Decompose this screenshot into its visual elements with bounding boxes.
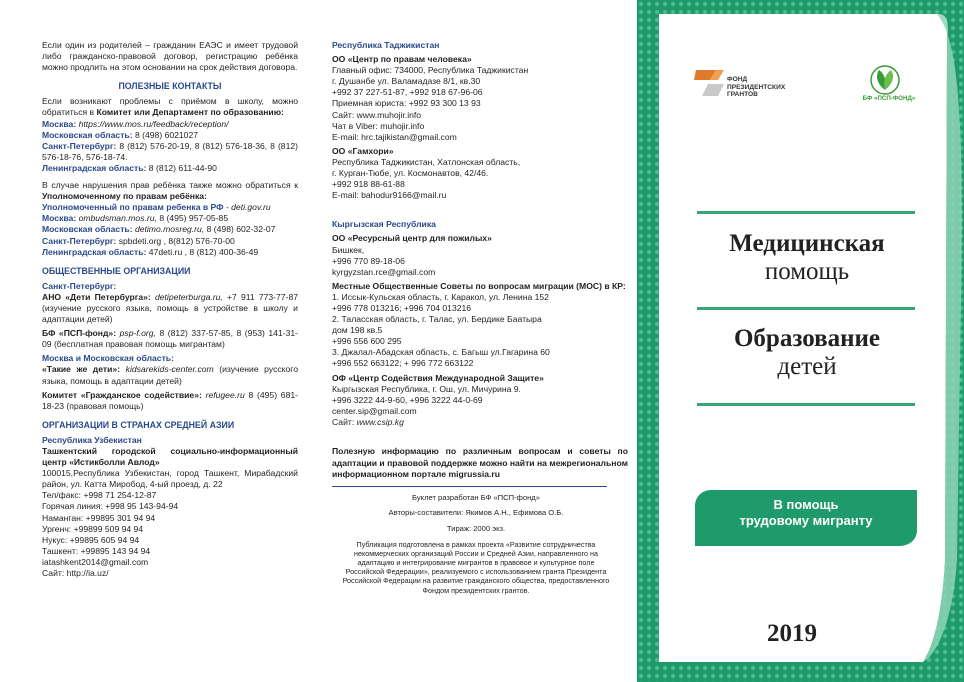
- middle-column: [332, 40, 628, 595]
- list-item: iatashkent2014@gmail.com: [42, 556, 149, 567]
- list-item: 1. Иссык-Кульская область, г. Каракол, ул. Ленина 152: [332, 291, 549, 302]
- list-item: 100015,Республика Узбекистан, город Ташкент, Мирабадский район, ул. Катта Миробод, 4-ый проезд, д. 22: [42, 468, 298, 490]
- credits: [332, 493, 612, 595]
- list-item: Республика Таджикистан, Хатлонская область,: [332, 156, 521, 167]
- list-item: +996 770 89-18-06: [332, 255, 405, 266]
- cover-year: 2019: [767, 620, 817, 647]
- public-orgs-heading: ОБЩЕСТВЕННЫЕ ОРГАНИЗАЦИИ: [42, 265, 191, 276]
- psp-logo-icon: [855, 62, 915, 112]
- tj-subheading: Республика Таджикистан: [332, 40, 440, 50]
- fpg-logo-text: ФОНД ПРЕЗИДЕНТСКИХ ГРАНТОВ: [727, 76, 786, 99]
- kg-subheading: Кыргызская Республика: [332, 219, 436, 230]
- list-item: Бишкек,: [332, 244, 365, 255]
- credits-publication: Публикация подготовлена в рамках проекта «Развитие сотрудничества некоммерческих организаций России и Средней Азии, направленного на адаптацию и интегрирование мигрантов в правовое и культурное поле Российской Федерации», реализуемого с использованием гранта Президента Российской Федерации на развитие гражданского общества, предоставленного Фондом президентских грантов.: [342, 539, 610, 595]
- list-item: Чат в Viber: muhojir.info: [332, 120, 425, 131]
- left-column: [42, 40, 298, 579]
- list-item: E-mail: bahodur9166@mail.ru: [332, 190, 447, 201]
- child-rights-paragraph: В случае нарушения прав ребёнка также можно обратиться к Уполномоченному по правам ребёнка:: [42, 180, 298, 202]
- list-item: г. Курган-Тюбе, ул. Космонавтов, 42/46.: [332, 168, 489, 179]
- cover-panel: [637, 0, 964, 682]
- list-item: дом 198 кв.5: [332, 325, 383, 336]
- list-item: 3. Джалал-Абадская область, с. Багыш ул.Гагарина 60: [332, 347, 550, 358]
- banner-text: В помощь трудовому мигранту: [739, 497, 873, 528]
- list-item: г. Душанбе ул. Валамадазе 8/1, кв.30: [332, 76, 481, 87]
- ombudsman-mo: Московская область: detimo.mosreg.ru, 8 (498) 602-32-07: [42, 224, 276, 235]
- list-item: +992 918 88-61-88: [332, 179, 405, 190]
- kg-mos-title: Местные Общественные Советы по вопросам миграции (МОС) в КР:: [332, 280, 626, 291]
- kg-org2-site: Сайт: www.csip.kg: [332, 416, 404, 427]
- list-item: +996 3222 44-9-60, +996 3222 44-0-69: [332, 394, 483, 405]
- contact-lo: Ленинградская область: 8 (812) 611-44-90: [42, 162, 217, 173]
- list-item: center.sip@gmail.com: [332, 405, 417, 416]
- list-item: Сайт: www.muhojir.info: [332, 109, 422, 120]
- cover-title-education: Образование детей: [733, 325, 881, 380]
- ombudsman-moscow: Москва: ombudsman.mos.ru, 8 (495) 957-05-85: [42, 213, 229, 224]
- cover-divider-top: [697, 211, 915, 214]
- ombudsman-rf: Уполномоченный по правам ребенка в РФ - deti.gov.ru: [42, 202, 271, 213]
- list-item: 2. Таласская область, г. Талас, ул. Бердике Баатыра: [332, 314, 542, 325]
- list-item: +996 778 013216; +996 704 013216: [332, 302, 472, 313]
- uz-subheading: Республика Узбекистан: [42, 434, 142, 445]
- intro-paragraph: Если один из родителей – гражданин ЕАЭС и имеет трудовой либо гражданско-правовой договор, регистрацию ребёнка можно продлить на этом основании на срок действия договора.: [42, 40, 298, 73]
- central-asia-heading: ОРГАНИЗАЦИИ В СТРАНАХ СРЕДНЕЙ АЗИИ: [42, 419, 235, 430]
- ombudsman-lo: Ленинградская область: 47deti.ru , 8 (812) 400-36-49: [42, 246, 259, 257]
- list-item: Сайт: http://ia.uz/: [42, 568, 109, 579]
- cover-title-medical: Медицинская помощь: [729, 230, 885, 285]
- list-item: Ургенч: +99899 509 94 94: [42, 523, 144, 534]
- list-item: Наманган: +99895 301 94 94: [42, 512, 156, 523]
- credits-print-run: Тираж: 2000 экз.: [446, 523, 506, 533]
- list-item: +996 556 600 295: [332, 336, 402, 347]
- list-item: Нукус: +99895 605 94 94: [42, 534, 140, 545]
- ombudsman-spb: Санкт-Петербург: spbdeti.org , 8(812) 576-70-00: [42, 235, 235, 246]
- kg-org1-name: ОО «Ресурсный центр для пожилых»: [332, 233, 492, 244]
- useful-contacts-heading: ПОЛЕЗНЫЕ КОНТАКТЫ: [118, 81, 222, 92]
- spb-subheading: Санкт-Петербург:: [42, 280, 117, 291]
- tj-org2-name: ОО «Гамхори»: [332, 145, 394, 156]
- list-item: Приемная юриста: +992 93 300 13 93: [332, 98, 481, 109]
- credits-developed: Буклет разработан БФ «ПСП-фонд»: [412, 492, 540, 502]
- cover-divider-bottom: [697, 403, 915, 406]
- list-item: Тел/факс: +998 71 254-12-87: [42, 490, 157, 501]
- list-item: Горячая линия: +998 95 143-94-94: [42, 501, 179, 512]
- cover-divider-middle: [697, 307, 915, 310]
- contact-spb: Санкт-Петербург: 8 (812) 576-20-19, 8 (812) 576-18-36, 8 (812) 576-18-76, 576-18-74.: [42, 140, 299, 162]
- list-item: Ташкент: +99895 143 94 94: [42, 545, 151, 556]
- list-item: Кыргызская Республика, г. Ош, ул. Мичурина 9.: [332, 383, 521, 394]
- list-item: E-mail: hrc.tajikistan@gmail.com: [332, 131, 457, 142]
- list-item: Главный офис: 734000, Республика Таджикистан: [332, 65, 529, 76]
- org-civil: Комитет «Гражданское содействие»: refugee.ru 8 (495) 681-18-23 (правовая помощь): [42, 389, 298, 411]
- credits-authors: Авторы-составители: Якимов А.Н., Ефимова О.Б.: [388, 508, 564, 518]
- org-ano-deti: АНО «Дети Петербурга»: detipeterburga.ru, +7 911 773-77-87 (изучение русского языка, помощь в устройстве в школу и адаптации детей): [42, 291, 298, 325]
- divider: [332, 486, 607, 487]
- tj-org1-name: ОО «Центр по правам человека»: [332, 54, 472, 65]
- msk-subheading: Москва и Московская область:: [42, 353, 174, 364]
- org-kids: «Такие же дети»: kidsarekids-center.com (изучение русского языка, помощь в адаптации детей): [42, 364, 299, 386]
- org-psp: БФ «ПСП-фонд»: psp-f.org, 8 (812) 337-57-85, 8 (953) 141-31-09 (бесплатная правовая помощь мигрантам): [42, 328, 299, 350]
- uz-contact-list: [42, 468, 298, 579]
- list-item: kyrgyzstan.rce@gmail.com: [332, 266, 436, 277]
- list-item: +992 37 227-51-87, +992 918 67-96-06: [332, 87, 483, 98]
- list-item: +996 552 663122; + 996 772 663122: [332, 358, 474, 369]
- portal-note: Полезную информацию по различным вопросам и советы по адаптации и правовой поддержке можно найти на межрегиональном информационном портале migrussia.ru: [332, 446, 628, 480]
- psp-logo-text: БФ «ПСП-ФОНД»: [862, 95, 916, 102]
- kg-org2-name: ОФ «Центр Содействия Международной Защите»: [332, 372, 544, 383]
- school-problem-paragraph: Если возникают проблемы с приёмом в школу, можно обратиться в Комитет или Департамент по образованию:: [42, 96, 298, 118]
- contact-moscow: Москва: https://www.mos.ru/feedback/reception/: [42, 118, 229, 129]
- uz-org-name: Ташкентский городской социально-информационный центр «Истикболли Авлод»: [42, 446, 298, 468]
- contact-mo: Московская область: 8 (498) 6021027: [42, 129, 199, 140]
